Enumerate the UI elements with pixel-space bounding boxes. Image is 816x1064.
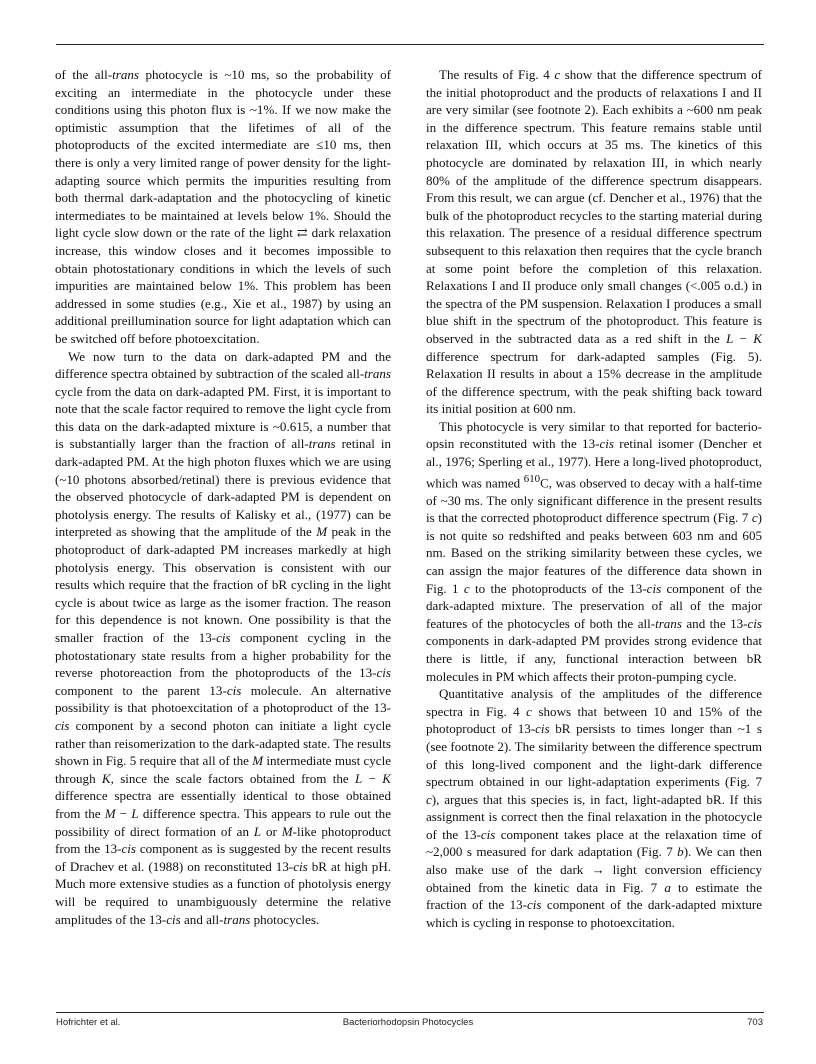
left-paragraph-2: We now turn to the data on dark-adapted PM and the difference spectra obtained by subtraction of the scaled all-trans cycle from the data on dark-adapted PM. First, it is important to note that the scale factor required to remove the light cycle from this data on the dark-adapted mixture is ~0.615, a number that is substantially larger than the fraction of all-trans retinal in dark-adapted PM. At the high photon fluxes which we are using (~10 photons absorbed/retinal) there is previous evidence that the observed photocycle of dark-adapted PM is dependent on photolysis energy. The results of Kalisky et al., (1977) can be interpreted as showing that the amplitude of the M peak in the photoproduct of dark-adapted PM increases markedly at high photolysis energy. This observation is consistent with our results which require that the fraction of bR cycling in the light cycle is about twice as large as the isomer fraction. The reason for this dependence is not known. One possibility is that the smaller fraction of the 13-cis component cycling in the photostationary state results from a higher probability for the reverse photoreaction from the photoproducts of the 13-cis component to the parent 13-cis molecule. An alternative possibility is that photoexcitation of a photoproduct of the 13-cis component by a second photon can initiate a light cycle rather than reisomerization to the dark-adapted state. The results shown in Fig. 5 require that all of the M intermediate must cycle through K, since the scale factors obtained from the L − K difference spectra are essentially identical to those obtained from the M − L difference spectra. This appears to rule out the possibility of direct formation of an L or M-like photoproduct from the 13-cis component as is suggested by the recent results of Drachev et al. (1988) on reconstituted 13-cis bR at high pH. Much more extensive studies as a function of photolysis energy will be required to unambiguously determine the relative amplitudes of the 13-cis and all-trans photocycles.: [55, 348, 392, 927]
right-paragraph-1: The results of Fig. 4 c show that the difference spectrum of the initial photoproduct and the products of relaxations I and II are very similar (see footnote 2). Each exhibits a ~600 nm peak in the difference spectrum. This feature remains stable until relaxation III, which occurs at 35 ms. The kinetics of this photocycle are dominated by relaxation III, in which nearly 80% of the amplitude of the difference spectrum disappears. From this result, we can argue (cf. Dencher et al., 1976) that the bulk of the photoproduct recycles to the starting material during this relaxation. The presence of a residual difference spectrum subsequent to this relaxation then requires that the cycle branch at some point before the completion of this relaxation. Relaxations I and II produce only small changes (<.005 o.d.) in the spectra of the PM suspension. Relaxation I produces a small blue shift in the spectrum of the photoproduct. This feature is observed in the subtracted data as a red shift in the L − K difference spectrum for dark-adapted samples (Fig. 5). Relaxation II results in about a 15% decrease in the amplitude of the difference spectrum, with the peak shifting back toward its initial position at 600 nm.: [426, 67, 762, 417]
footer-rule: [56, 1012, 764, 1013]
right-paragraph-2: This photocycle is very similar to that reported for bacterio-opsin reconstituted with the 13-cis retinal isomer (Dencher et al., 1976; Sperling et al., 1977). Here a long-lived photoproduct, which was named $^{610}$C, was observed to decay with a half-time of ~30 ms. The only significant difference in the present results is that the corrected photoproduct difference spectrum (Fig. 7 c) is not quite so redshifted and peaks between 603 nm and 605 nm. Based on the striking similarity between these cycles, we can assign the major features of the difference data shown in Fig. 1 c to the photoproducts of the 13-cis component of the dark-adapted mixture. The preservation of all of the major features of the photocycles of both the all-trans and the 13-cis components in dark-adapted PM provides strong evidence that there is little, if any, functional interaction between bR molecules in PM which affects their proton-pumping cycle.: [426, 418, 762, 684]
footer-journal-title: Bacteriorhodopsin Photocycles: [342, 1017, 474, 1028]
page-number: 703: [747, 1017, 763, 1028]
footer-authors: Hofrichter et al.: [56, 1017, 121, 1028]
right-paragraph-3: Quantitative analysis of the amplitudes of the difference spectra in Fig. 4 c shows that between 10 and 15% of the photoproduct of 13-cis bR persists to times longer than ~1 s (see footnote 2). The similarity between the difference spectrum of this long-lived component and the light-dark difference spectrum obtained in our light-adaptation experiments (Fig. 7 c), argues that this species is, in fact, light-adapted bR. If this assignment is correct then the final relaxation in the photocycle of the 13-cis component takes place at the relaxation time of ~2,000 s measured for dark adaptation (Fig. 7 b). We can then also make use of the dark → light conversion efficiency obtained from the kinetic data in Fig. 7 a to estimate the fraction of the 13-cis component of the dark-adapted mixture which is cycling in response to photoexcitation.: [426, 686, 763, 930]
right-column: [426, 66, 762, 931]
header-rule: [56, 44, 764, 45]
left-column: [55, 66, 391, 928]
left-paragraph-1: of the all-trans photocycle is ~10 ms, so the probability of exciting an intermediate in the photocycle under these conditions using this photon flux is ~1%. If we now make the optimistic assumption that the lifetimes of all of the photoproducts of the excited intermediate are ≤10 ms, then there is only a very limited range of power density for the light-adapting source which permits the impurities resulting from both thermal dark-adaptation and the photocycling of kinetic intermediates to be maintained at levels below 1%. Should the light cycle slow down or the rate of the light ⇄ dark relaxation increase, this window closes and it becomes impossible to obtain photostationary conditions in which the levels of such impurities are maintained below 1%. This problem has been addressed in some studies (e.g., Xie et al., 1987) by using an additional preillumination source for light adaptation which can be switched off before photoexcitation.: [55, 67, 391, 346]
